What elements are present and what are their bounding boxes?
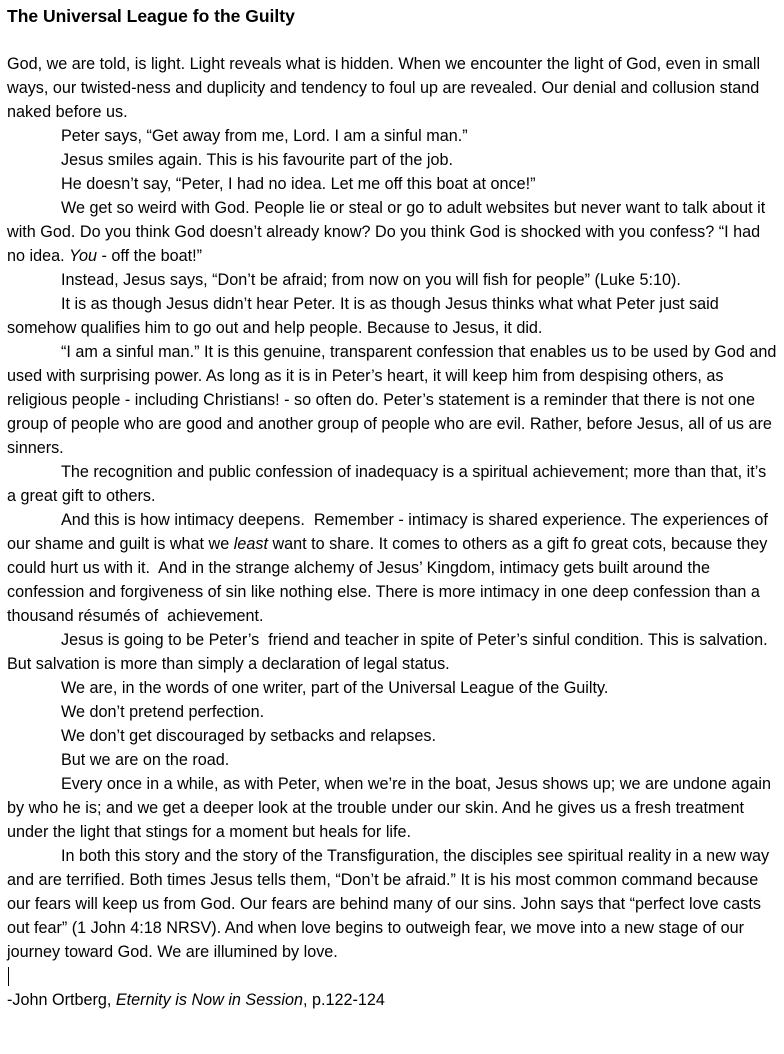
document-body[interactable] (7, 52, 781, 1012)
text-cursor (8, 967, 9, 986)
paragraph-15: But we are on the road. (61, 751, 230, 769)
paragraph-5-emphasis: You (69, 247, 98, 265)
empty-line[interactable] (7, 964, 778, 988)
paragraph-7: It is as though Jesus didn’t hear Peter. It is as though Jesus thinks what what Peter just said somehow qualifies him to go out and help people. Because to Jesus, it did. (7, 295, 728, 337)
paragraph-8: “I am a sinful man.” It is this genuine, transparent confession that enables us to be used by God and used with surprising power. As long as it is in Peter’s heart, it will keep him from despising others, as religious people - including Christians! - so often do. Peter’s statement is a reminder that there is not one group of people who are good and another group of people who are evil. Rather, before Jesus, all of us are sinners. (7, 343, 781, 457)
paragraph-17: In both this story and the story of the Transfiguration, the disciples see spiritual reality in a new way and are terrified. Both times Jesus tells them, “Don’t be afraid.” It is his most common command because our fears will keep us from God. Our fears are behind many of our sins. John says that “perfect love casts out fear” (1 John 4:18 NRSV). And when love begins to outweigh fear, we move into a new stage of our journey toward God. We are illumined by love. (7, 847, 774, 961)
paragraph-11: Jesus is going to be Peter’s friend and teacher in spite of Peter’s sinful condition. This is salvation. But salvation is more than simply a declaration of legal status. (7, 631, 773, 673)
paragraph-1: God, we are told, is light. Light reveals what is hidden. When we encounter the light of God, even in small ways, our twisted-ness and duplicity and tendency to foul up are revealed. Our denial and collusion stand naked before us. (7, 55, 765, 121)
paragraph-10-text-a: And this is how intimacy deepens. Remember - intimacy is shared experience. The experiences of our shame and guilt is what we (7, 511, 773, 553)
paragraph-12: We are, in the words of one writer, part of the Universal League of the Guilty. (61, 679, 609, 697)
paragraph-5-text-b: - off the boat!” (97, 247, 203, 265)
paragraph-3: Jesus smiles again. This is his favourite part of the job. (61, 151, 453, 169)
paragraph-10-text-b: want to share. It comes to others as a gift fo great cots, because they could hurt us with it. And in the strange alchemy of Jesus’ Kingdom, intimacy gets built around the confession and forgiveness of sin like nothing else. There is more intimacy in one deep confession than a thousand résumés of achievement. (7, 535, 772, 625)
paragraph-10 (7, 508, 778, 628)
paragraph-4: He doesn’t say, “Peter, I had no idea. Let me off this boat at once!” (61, 175, 536, 193)
citation-suffix: , p.122-124 (303, 991, 385, 1009)
paragraph-2: Peter says, “Get away from me, Lord. I am a sinful man.” (61, 127, 468, 145)
paragraph-13: We don’t pretend perfection. (61, 703, 265, 721)
paragraph-14: We don’t get discouraged by setbacks and relapses. (61, 727, 436, 745)
paragraph-5-text-a: We get so weird with God. People lie or steal or go to adult websites but never want to talk about it with God. Do you think God doesn’t already know? Do you think God is shocked with you confess? “I had no idea. (7, 199, 770, 265)
citation (7, 988, 778, 1012)
citation-prefix: -John Ortberg, (7, 991, 116, 1009)
paragraph-10-emphasis: least (233, 535, 268, 553)
paragraph-6: Instead, Jesus says, “Don’t be afraid; from now on you will fish for people” (Luke 5:10). (61, 271, 681, 289)
document-title: The Universal League fo the Guilty (7, 6, 295, 26)
citation-book-title: Eternity is Now in Session (115, 991, 304, 1009)
paragraph-5 (7, 196, 778, 268)
paragraph-9: The recognition and public confession of inadequacy is a spiritual achievement; more than that, it’s a great gift to others. (7, 463, 771, 505)
paragraph-16: Every once in a while, as with Peter, when we’re in the boat, Jesus shows up; we are undone again by who he is; and we get a deeper look at the trouble under our skin. And he gives us a fresh treatment under the light that stings for a moment but heals for life. (7, 775, 776, 841)
